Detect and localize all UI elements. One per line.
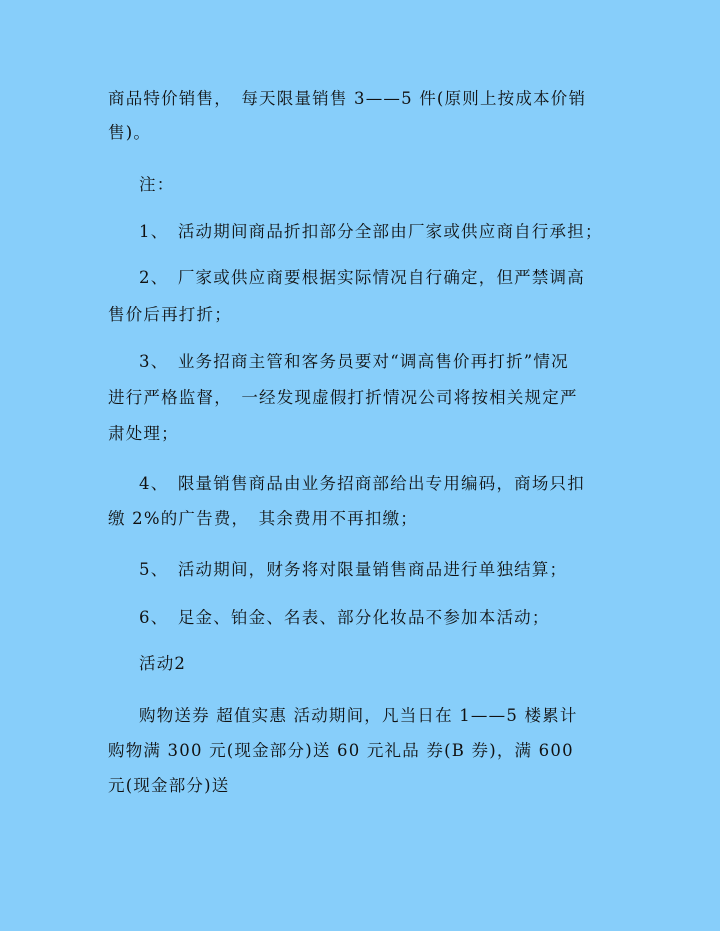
text-line-1: 商品特价销售， 每天限量销售 3——5 件(原则上按成本价销 <box>108 89 587 108</box>
note-heading: 注： <box>139 175 175 194</box>
text-line-2: 售)。 <box>108 123 152 142</box>
note-item-4: 4、 限量销售商品由业务招商部给出专用编码，商场只扣 <box>139 474 585 493</box>
note-item-2-cont: 售价后再打折； <box>108 305 232 324</box>
activity-2-line-1: 购物送券 超值实惠 活动期间，凡当日在 1——5 楼累计 <box>139 706 578 725</box>
note-item-3-cont-1: 进行严格监督， 一经发现虚假打折情况公司将按相关规定严 <box>108 388 578 407</box>
activity-2-heading: 活动2 <box>139 654 187 673</box>
note-item-4-cont: 缴 2%的广告费， 其余费用不再扣缴； <box>108 509 418 528</box>
note-item-3: 3、 业务招商主管和客务员要对“调高售价再打折”情况 <box>139 352 569 371</box>
activity-2-line-2: 购物满 300 元(现金部分)送 60 元礼品 券(B 券)，满 600 <box>108 741 574 760</box>
note-item-1: 1、 活动期间商品折扣部分全部由厂家或供应商自行承担； <box>139 222 603 241</box>
note-item-6: 6、 足金、铂金、名表、部分化妆品不参加本活动； <box>139 608 550 627</box>
note-item-5: 5、 活动期间，财务将对限量销售商品进行单独结算； <box>139 560 568 579</box>
note-item-3-cont-2: 肃处理； <box>108 424 179 443</box>
activity-2-line-3: 元(现金部分)送 <box>108 776 230 795</box>
note-item-2: 2、 厂家或供应商要根据实际情况自行确定，但严禁调高 <box>139 268 585 287</box>
